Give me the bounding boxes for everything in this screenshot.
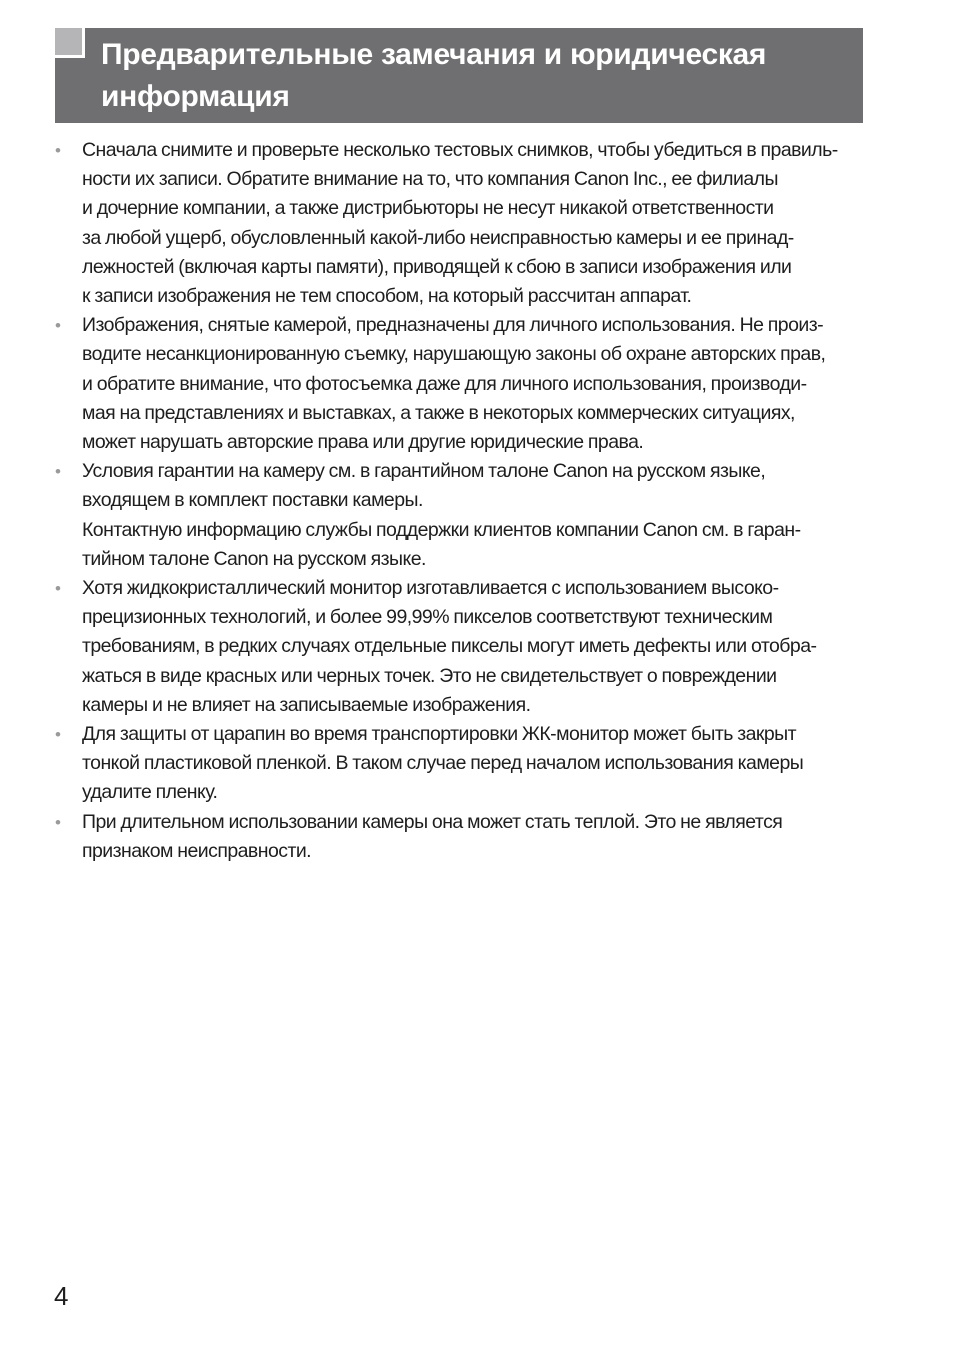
note-item [55,136,865,311]
note-line: признаком неисправности. [82,839,312,862]
note-line: Хотя жидкокристаллический монитор изготавливается с использованием высоко- [82,577,779,600]
note-line: требованиям, в редких случаях отдельные пикселы могут иметь дефекты или отобра- [82,635,817,658]
note-item [55,808,865,866]
note-line: лежностей (включая карты памяти), приводящей к сбою в записи изображения или [82,255,792,278]
notes-list [55,136,865,866]
note-line: и обратите внимание, что фотосъемка даже для личного использования, производи- [82,372,807,395]
note-line: Изображения, снятые камерой, предназначены для личного использования. Не произ- [82,314,824,337]
note-item [55,457,865,574]
page-title-line-1: Предварительные замечания и юридическая [101,38,767,71]
note-line: Условия гарантии на камеру см. в гарантийном талоне Canon на русском языке, [82,460,766,483]
note-line: может нарушать авторские права или другие юридические права. [82,431,644,454]
page-title-line-2: информация [101,80,290,113]
note-line: удалите пленку. [82,781,218,804]
bullet-icon: • [55,462,61,482]
note-line: ности их записи. Обратите внимание на то, что компания Canon Inc., ее филиалы [82,168,778,191]
bullet-icon: • [55,316,61,336]
note-line: мая на представлениях и выставках, а также в некоторых коммерческих ситуациях, [82,401,795,424]
note-line: жаться в виде красных или черных точек. Это не свидетельствует о повреждении [82,664,777,687]
note-line: камеры и не влияет на записываемые изображения. [82,693,531,716]
note-line: к записи изображения не тем способом, на который рассчитан аппарат. [82,285,692,308]
bullet-icon: • [55,579,61,599]
note-line: тонкой пластиковой пленкой. В таком случае перед началом использования камеры [82,752,804,775]
note-line: При длительном использовании камеры она может стать теплой. Это не является [82,810,783,833]
note-item [55,720,865,808]
note-line: Для защиты от царапин во время транспортировки ЖК-монитор может быть закрыт [82,723,797,746]
note-item [55,311,865,457]
note-item [55,574,865,720]
note-line: Сначала снимите и проверьте несколько тестовых снимков, чтобы убедиться в правиль- [82,139,838,161]
page-number: 4 [54,1281,69,1311]
note-line: прецизионных технологий, и более 99,99% пикселов соответствуют техническим [82,606,773,629]
note-line: за любой ущерб, обусловленный какой-либо неисправностью камеры и ее принад- [82,226,794,249]
note-line: тийном талоне Canon на русском языке. [82,547,426,570]
bullet-icon: • [55,812,61,832]
note-line: и дочерние компании, а также дистрибьюторы не несут никакой ответственности [82,197,774,220]
note-line: водите несанкционированную съемку, нарушающую законы об охране авторских прав, [82,343,826,366]
page-title [101,34,841,118]
note-line: входящем в комплект поставки камеры. [82,489,423,512]
header-square-icon [55,28,85,58]
bullet-icon: • [55,725,61,745]
bullet-icon: • [55,141,61,160]
note-line: Контактную информацию службы поддержки клиентов компании Canon см. в гаран- [82,518,801,541]
